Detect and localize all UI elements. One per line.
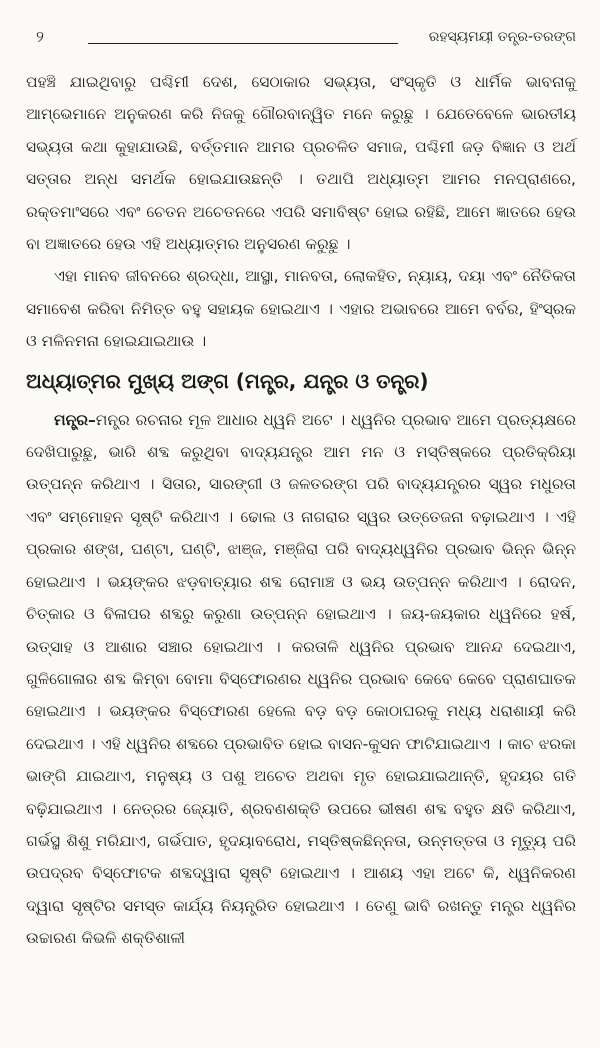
page-number: ୨ (36, 27, 44, 46)
running-title: ରହସ୍ୟମୟୀ ତନ୍ତ୍ର-ତରଙ୍ଗ (428, 29, 576, 45)
header-rule (88, 43, 398, 44)
paragraph-3 (26, 404, 576, 955)
paragraph-2: ଏହା ମାନବ ଜୀବନରେ ଶ୍ରଦ୍ଧା, ଆସ୍ଥା, ମାନବତା, ଲୋକହିତ, ନ୍ୟାୟ, ଦୟା ଏବଂ ନୈତିକତା ସମାବେଶ କରିବା ନିମିତ୍ତ ବହୁ ସହାୟକ ହୋଇଥାଏ । ଏହାର ଅଭାବରେ ଆମେ ବର୍ବର, ହିଂସ୍ରକ ଓ ମଳିନମନା ହୋଇଯାଇଥାଉ । (26, 267, 576, 351)
running-header (26, 26, 576, 66)
body-text (26, 66, 576, 955)
paragraph-1: ପହଞ୍ଚି ଯାଇଥିବାରୁ ପଶ୍ଚିମୀ ଦେଶ, ସେଠାକାର ସଭ୍ୟତା, ସଂସ୍କୃତି ଓ ଧାର୍ମିକ ଭାବନାକୁ ଆମ୍ଭେମାନେ ଅନୁକରଣ କରି ନିଜକୁ ଗୌରବାନ୍ୱିତ ମନେ କରୁଛୁ । ଯେତେବେଳେ ଭାରତୀୟ ସଭ୍ୟତା କଥା କୁହାଯାଉଛି, ବର୍ତ୍ତମାନ ଆମର ପ୍ରଚଳିତ ସମାଜ, ପଶ୍ଚିମୀ ଜଡ଼ ବିଜ୍ଞାନ ଓ ଅର୍ଥ ସତ୍ତାର ଅନ୍ଧ ସମର୍ଥକ ହୋଇଯାଉଛନ୍ତି । ତଥାପି ଅଧ୍ୟାତ୍ମ ଆମର ମନପ୍ରାଣରେ, ରକ୍ତମାଂସରେ ଏବଂ ଚେତନ ଅଚେତନରେ ଏପରି ସମାବିଷ୍ଟ ହୋଇ ରହିଛି, ଆମେ ଜ୍ଞାତରେ ହେଉ ବା ଅଜ୍ଞାତରେ ହେଉ ଏହି ଅଧ୍ୟାତ୍ମର ଅନୁସରଣ କରୁଛୁ । (26, 73, 576, 254)
paragraph-3-text: ମନ୍ତ୍ର ରଚନାର ମୂଳ ଆଧାର ଧ୍ୱନି ଅଟେ । ଧ୍ୱନିର ପ୍ରଭାବ ଆମେ ପ୍ରତ୍ୟକ୍ଷରେ ଦେଖିପାରୁଛୁ, ଭାରି ଶବ୍ଦ କରୁଥିବା ବାଦ୍ୟଯନ୍ତ୍ର ଆମ ମନ ଓ ମସ୍ତିଷ୍କରେ ପ୍ରତିକ୍ରିୟା ଉତ୍ପନ୍ନ କରିଥାଏ । ସିତାର, ସାରଙ୍ଗୀ ଓ ଜଳତରଙ୍ଗ ପରି ବାଦ୍ୟଯନ୍ତ୍ରର ସ୍ୱର ମଧୁରତା ଏବଂ ସମ୍ମୋହନ ସୃଷ୍ଟି କରିଥାଏ । ଢୋଲ ଓ ନାଗରାର ସ୍ୱର ଉତ୍ତେଜନା ବଢ଼ାଇଥାଏ । ଏହି ପ୍ରକାର ଶଙ୍ଖ, ଘଣ୍ଟା, ଘଣ୍ଟି, ଝାଞ୍ଜ, ମଞ୍ଜିରା ପରି ବାଦ୍ୟଧ୍ୱନିର ପ୍ରଭାବ ଭିନ୍ନ ଭିନ୍ନ ହୋଇଥାଏ । ଭୟଙ୍କର ଝଡ଼ବାତ୍ୟାର ଶବ୍ଦ ରୋମାଞ୍ଚ ଓ ଭୟ ଉତ୍ପନ୍ନ କରିଥାଏ । ରୋଦନ, ଚିତ୍କାର ଓ ବିଳାପର ଶବ୍ଦରୁ କରୁଣା ଉତ୍ପନ୍ନ ହୋଇଥାଏ । ଜୟ-ଜୟକାର ଧ୍ୱନିରେ ହର୍ଷ, ଉତ୍ସାହ ଓ ଆଶାର ସଞ୍ଚାର ହୋଇଥାଏ । କରତାଳି ଧ୍ୱନିର ପ୍ରଭାବ ଆନନ୍ଦ ଦେଇଥାଏ, ଗୁଳିଗୋଳାର ଶବ୍ଦ କିମ୍ବା ବୋମା ବିସ୍ଫୋରଣର ଧ୍ୱନିର ପ୍ରଭାବ କେବେ କେବେ ପ୍ରାଣଘାତକ ହୋଇଥାଏ । ଭୟଙ୍କର ବିସ୍ଫୋରଣ ହେଲେ ବଡ଼ ବଡ଼ କୋଠାଘରକୁ ମଧ୍ୟ ଧରାଶାୟୀ କରି ଦେଇଥାଏ । ଏହି ଧ୍ୱନିର ଶବ୍ଦରେ ପ୍ରଭାବିତ ହୋଇ ବାସନ-କୁସନ ଫାଟିଯାଇଥାଏ । କାଚ ଝରକା ଭାଙ୍ଗି ଯାଇଥାଏ, ମନୁଷ୍ୟ ଓ ପଶୁ ଅଚେତ ଅଥବା ମୃତ ହୋଇଯାଇଥାନ୍ତି, ହୃଦୟର ଗତି ବଢ଼ିଯାଇଥାଏ । ନେତ୍ରର ଜ୍ୟୋତି, ଶ୍ରବଣଶକ୍ତି ଉପରେ ଭୀଷଣ ଶବ୍ଦ ବହୁତ କ୍ଷତି କରିଥାଏ, ଗର୍ଭସ୍ଥ ଶିଶୁ ମରିଯାଏ, ଗର୍ଭପାତ, ହୃଦୟାବରୋଧ, ମସ୍ତିଷ୍କଛିନ୍ନତା, ଉନ୍ମତ୍ତତା ଓ ମୃତ୍ୟୁ ପରି ଉପଦ୍ରବ ବିସ୍ଫୋଟକ ଶବ୍ଦଦ୍ୱାରା ସୃଷ୍ଟି ହୋଇଥାଏ । ଆଶୟ ଏହା ଅଟେ କି, ଧ୍ୱନିକରଣ ଦ୍ୱାରା ସୃଷ୍ଟିର ସମସ୍ତ କାର୍ଯ୍ୟ ନିୟନ୍ତ୍ରିତ ହୋଇଥାଏ । ତେଣୁ ଭାବି ରଖନ୍ତୁ ମନ୍ତ୍ର ଧ୍ୱନିର ଉଚ୍ଚାରଣ କିଭଳି ଶକ୍ତିଶାଳୀ (26, 410, 576, 948)
section-heading: ଅଧ୍ୟାତ୍ମର ମୁଖ୍ୟ ଅଙ୍ଗ (ମନ୍ତ୍ର, ଯନ୍ତ୍ର ଓ ତନ୍ତ୍ର) (26, 368, 429, 393)
paragraph-3-lead: ମନ୍ତ୍ର– (54, 410, 96, 429)
